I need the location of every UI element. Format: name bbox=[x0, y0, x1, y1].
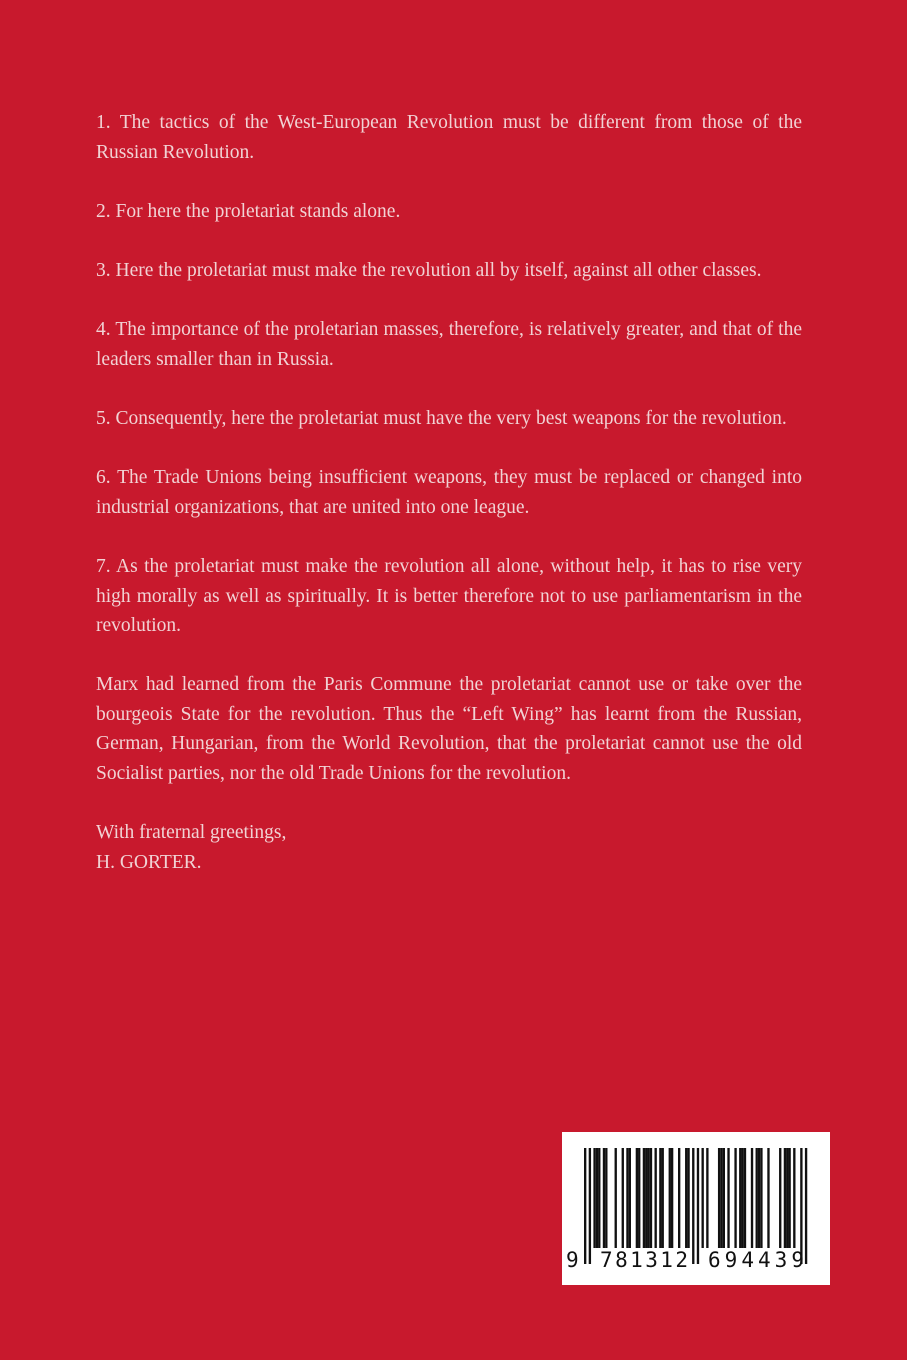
barcode-bar bbox=[758, 1148, 760, 1248]
barcode-bar bbox=[779, 1148, 781, 1248]
barcode-bar bbox=[598, 1148, 600, 1248]
barcode-bar bbox=[671, 1148, 673, 1248]
barcode-bar bbox=[751, 1148, 753, 1248]
barcode-bar bbox=[760, 1148, 762, 1248]
greeting: With fraternal greetings, bbox=[96, 822, 287, 844]
barcode-bar bbox=[805, 1148, 807, 1264]
barcode-bar bbox=[784, 1148, 786, 1248]
barcode-bar bbox=[697, 1148, 699, 1264]
barcode-bar bbox=[800, 1148, 802, 1264]
barcode-bar bbox=[659, 1148, 661, 1248]
signoff bbox=[96, 818, 802, 877]
point-4: 4. The importance of the proletarian masses, therefore, is relatively greater, and that of the leaders smaller than in Russia. bbox=[96, 319, 802, 370]
barcode-bar bbox=[626, 1148, 628, 1248]
barcode-bar bbox=[702, 1148, 704, 1248]
barcode-bar bbox=[692, 1148, 694, 1264]
barcode-bar bbox=[669, 1148, 671, 1248]
barcode-bar bbox=[767, 1148, 769, 1248]
barcode-bar bbox=[744, 1148, 746, 1248]
barcode-bar bbox=[685, 1148, 687, 1248]
barcode-bar bbox=[793, 1148, 795, 1248]
point-2: 2. For here the proletariat stands alone. bbox=[96, 200, 401, 222]
barcode-bar bbox=[756, 1148, 758, 1248]
barcode-bar bbox=[596, 1148, 598, 1248]
barcode-bar bbox=[645, 1148, 647, 1248]
barcode-bar bbox=[723, 1148, 725, 1248]
signature: H. GORTER. bbox=[96, 851, 202, 873]
barcode-bar bbox=[741, 1148, 743, 1248]
point-6: 6. The Trade Unions being insufficient weapons, they must be replaced or changed into industrial organizations, that are united into one league. bbox=[96, 467, 802, 518]
barcode-bar bbox=[615, 1148, 617, 1248]
barcode-right-digits: 694439 bbox=[708, 1248, 804, 1272]
point-5: 5. Consequently, here the proletariat must have the very best weapons for the revolution. bbox=[96, 407, 787, 429]
barcode-bar bbox=[720, 1148, 722, 1248]
barcode-bar bbox=[788, 1148, 790, 1248]
barcode-left-digits: 781312 bbox=[600, 1248, 688, 1272]
barcode-bar bbox=[678, 1148, 680, 1248]
point-3: 3. Here the proletariat must make the revolution all by itself, against all other classes. bbox=[96, 259, 762, 281]
point-1: 1. The tactics of the West-European Revolution must be different from those of the Russian Revolution. bbox=[96, 112, 802, 163]
barcode-bar bbox=[638, 1148, 640, 1248]
barcode-bar bbox=[593, 1148, 595, 1248]
barcode-bar bbox=[603, 1148, 605, 1248]
barcode-bar bbox=[643, 1148, 645, 1248]
marx-paragraph: Marx had learned from the Paris Commune the proletariat cannot use or take over the bourgeois State for the revolution. Thus the “Left Wing” has learnt from the Russian, German, Hungarian, from the World Revolution, that the proletariat cannot use the old Socialist parties, nor the old Trade Unions for the revolution. bbox=[96, 674, 802, 785]
barcode-bar bbox=[650, 1148, 652, 1248]
isbn-barcode bbox=[562, 1132, 830, 1285]
barcode-bars bbox=[584, 1148, 807, 1264]
barcode-bar bbox=[706, 1148, 708, 1248]
barcode-bar bbox=[622, 1148, 624, 1248]
barcode-graphic bbox=[562, 1132, 830, 1285]
point-7: 7. As the proletariat must make the revolution all alone, without help, it has to rise very high morally as well as spiritually. It is better therefore not to use parliamentarism in the revolution. bbox=[96, 555, 802, 637]
body-text bbox=[96, 108, 802, 877]
barcode-bar bbox=[636, 1148, 638, 1248]
barcode-bar bbox=[655, 1148, 657, 1248]
barcode-bar bbox=[589, 1148, 591, 1264]
barcode-bar bbox=[647, 1148, 649, 1248]
barcode-bar bbox=[718, 1148, 720, 1248]
barcode-first-digit: 9 bbox=[566, 1248, 579, 1272]
barcode-bar bbox=[605, 1148, 607, 1248]
barcode-bar bbox=[786, 1148, 788, 1248]
barcode-bar bbox=[584, 1148, 586, 1264]
barcode-bar bbox=[629, 1148, 631, 1248]
barcode-bar bbox=[727, 1148, 729, 1248]
barcode-bar bbox=[734, 1148, 736, 1248]
barcode-bar bbox=[662, 1148, 664, 1248]
barcode-bar bbox=[739, 1148, 741, 1248]
barcode-bar bbox=[687, 1148, 689, 1248]
